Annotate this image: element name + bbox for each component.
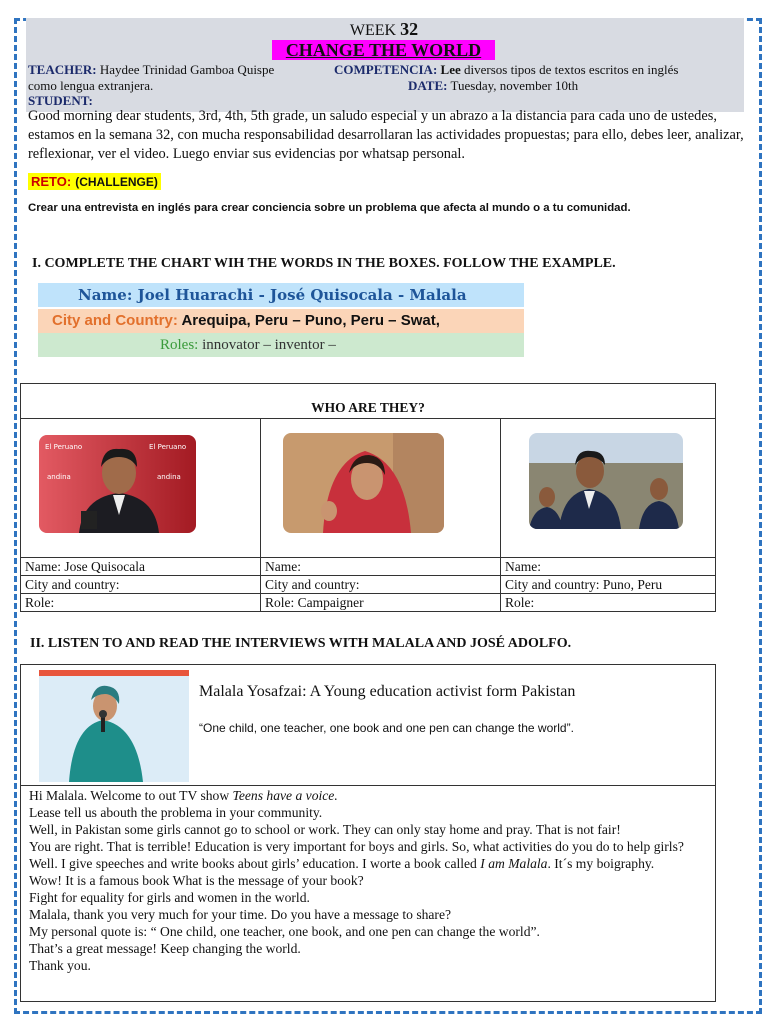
table-cell: City and country:	[21, 576, 261, 594]
table-cell: City and country:	[261, 576, 501, 594]
dialog-line: Wow! It is a famous book What is the message of your book?	[29, 873, 364, 888]
reto-highlight: RETO: (CHALLENGE)	[28, 173, 161, 190]
table-cell: Name: Jose Quisocala	[21, 558, 261, 576]
dialog-line: My personal quote is: “ One child, one teacher, one book, and one pen can change the world”.	[29, 924, 540, 939]
word-box-names: Name: Joel Huarachi - José Quisocala - Malala	[38, 283, 524, 307]
dialog-line: Fight for equality for girls and women in the world.	[29, 890, 310, 905]
photo-jose-adolfo	[529, 433, 683, 529]
dialog-line: Malala, thank you very much for your time. Do you have a message to share?	[29, 907, 452, 922]
section1-heading: I. COMPLETE THE CHART WIH THE WORDS IN THE BOXES. FOLLOW THE EXAMPLE.	[32, 256, 616, 271]
dialog-line: Well. I give speeches and write books about girls’ education. I worte a book called I am Malala. It´s my boigraphy.	[29, 856, 655, 871]
photo-cell-malala	[261, 419, 501, 558]
table-cell: Name:	[501, 558, 716, 576]
student-label: STUDENT:	[28, 93, 93, 108]
svg-text:andina: andina	[157, 473, 181, 481]
teacher-line: TEACHER: Haydee Trinidad Gamboa Quispe	[28, 62, 275, 77]
interview-box	[20, 664, 716, 1002]
svg-text:El Peruano: El Peruano	[45, 443, 83, 451]
photo-malala-speaking	[39, 670, 189, 782]
divider	[21, 785, 715, 786]
week-label: WEEK 32	[349, 19, 419, 39]
word-box-roles: Roles: innovator – inventor –	[38, 333, 524, 357]
photo-jose-quisocala	[39, 435, 196, 533]
table-cell: Role:	[501, 594, 716, 612]
table-cell: Role: Campaigner	[261, 594, 501, 612]
table-row	[21, 558, 716, 576]
svg-text:El Peruano: El Peruano	[149, 443, 187, 451]
table-cell: Role:	[21, 594, 261, 612]
table-cell: City and country: Puno, Peru	[501, 576, 716, 594]
word-box-cities: City and Country: Arequipa, Peru – Puno, Peru – Swat,	[38, 309, 524, 333]
photo-cell-jose	[21, 419, 261, 558]
competencia-continued: como lengua extranjera.	[28, 78, 154, 93]
interview-title: Malala Yosafzai: A Young education activist form Pakistan	[199, 683, 576, 700]
photo-cell-jose-adolfo	[501, 419, 716, 558]
svg-text:andina: andina	[47, 473, 71, 481]
photo-malala	[283, 433, 444, 533]
page-title: CHANGE THE WORLD	[272, 40, 495, 60]
challenge-task: Crear una entrevista en inglés para crear conciencia sobre un problema que afecta al mundo o a tu comunidad.	[28, 202, 631, 214]
table-row	[21, 576, 716, 594]
dialog-line: Well, in Pakistan some girls cannot go to school or work. They can only stay home and pray. That is not fair!	[29, 822, 621, 837]
table-title: WHO ARE THEY?	[21, 384, 716, 419]
interview-quote: “One child, one teacher, one book and one pen can change the world”.	[199, 721, 574, 735]
section2-heading: II. LISTEN TO AND READ THE INTERVIEWS WITH MALALA AND JOSÉ ADOLFO.	[30, 636, 572, 651]
dialog-line: Hi Malala. Welcome to out TV show Teens have a voice.	[29, 788, 338, 803]
who-are-they-table	[20, 383, 716, 612]
intro-paragraph: Good morning dear students, 3rd, 4th, 5th grade, un saludo especial y un abrazo a la distancia para cada uno de ustedes, estamos en la semana 32, con mucha responsabilidad desarrollaran las actividades propuestas; para ello, debes leer, analizar, reflexionar, ver el video. Luego enviar sus evidencias por whatsap personal.	[28, 108, 744, 162]
date-line: DATE: Tuesday, november 10th	[408, 78, 579, 93]
table-row	[21, 594, 716, 612]
dialog-line: That’s a great message! Keep changing the world.	[29, 941, 301, 956]
dialog-line: Thank you.	[29, 958, 91, 973]
dialog-line: Lease tell us abouth the problema in your community.	[29, 805, 323, 820]
table-cell: Name:	[261, 558, 501, 576]
interview-dialog	[29, 787, 713, 974]
competencia-line: COMPETENCIA: Lee diversos tipos de textos escritos en inglés	[334, 62, 679, 77]
dialog-line: You are right. That is terrible! Education is very important for boys and girls. So, what activities do you do to help girls?	[29, 839, 684, 854]
